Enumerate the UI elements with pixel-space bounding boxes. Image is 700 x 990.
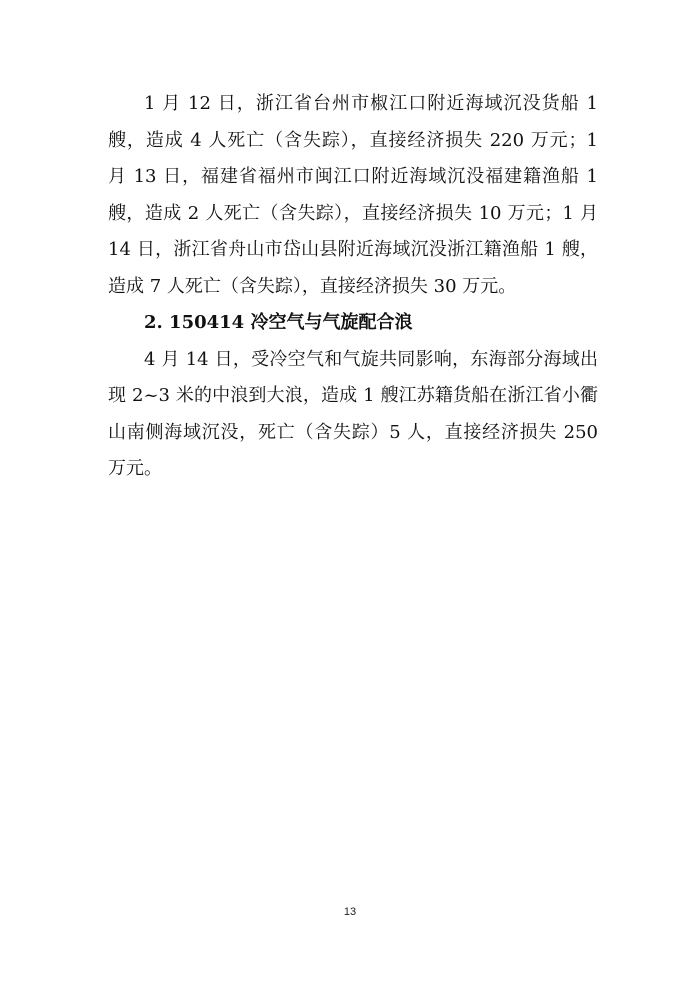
paragraph-april-wave-event: 4 月 14 日，受冷空气和气旋共同影响，东海部分海域出现 2~3 米的中浪到大浪，造成 1 艘江苏籍货船在浙江省小衢山南侧海域沉没，死亡（含失踪）5 人，直接经济损失 250 万元。 <box>108 348 598 479</box>
section-heading: 2. 150414 冷空气与气旋配合浪 <box>144 312 413 333</box>
page-number: 13 <box>343 906 357 918</box>
page-body <box>108 86 598 488</box>
paragraph-january-shipwrecks: 1 月 12 日，浙江省台州市椒江口附近海域沉没货船 1 艘，造成 4 人死亡（含失踪），直接经济损失 220 万元；1 月 13 日，福建省福州市闽江口附近海域沉没福建籍渔船 1 艘，造成 2 人死亡（含失踪），直接经济损失 10 万元；1 月 14 日，浙江省舟山市岱山县附近海域沉没浙江籍渔船 1 艘，造成 7 人死亡（含失踪），直接经济损失 30 万元。 <box>108 93 598 297</box>
